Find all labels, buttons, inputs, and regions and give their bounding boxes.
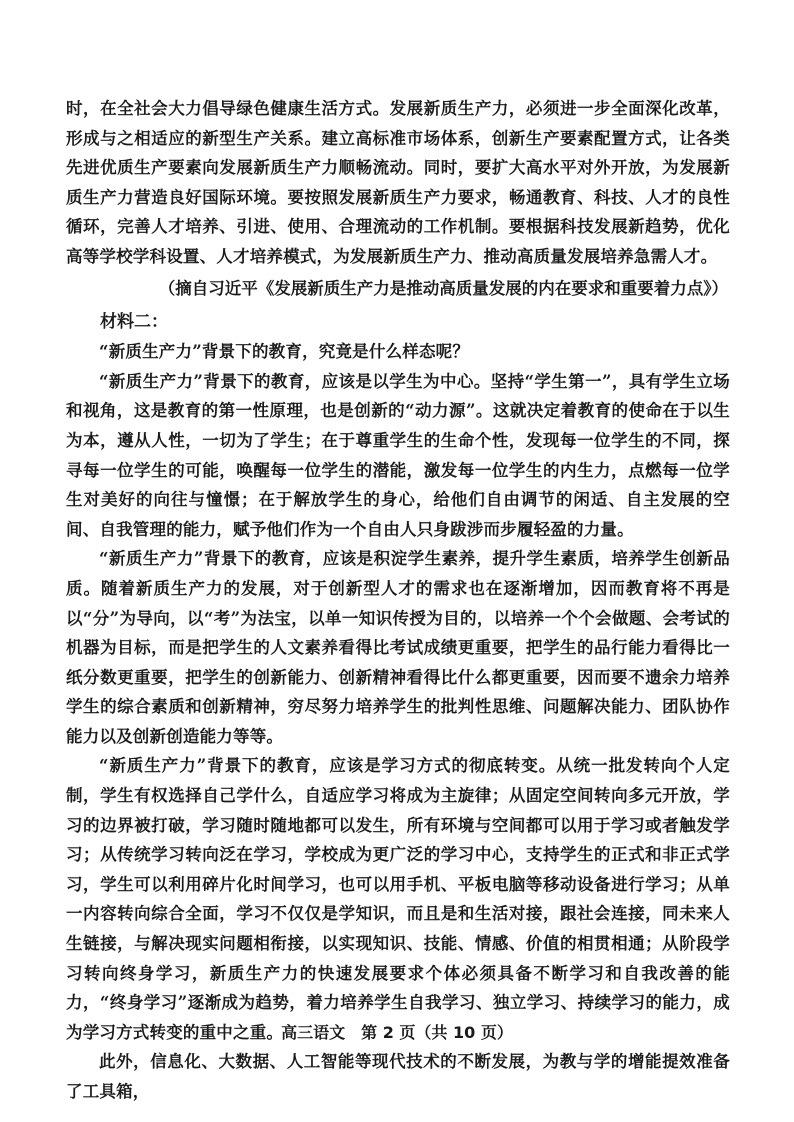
paragraph-student-centered: “新质生产力”背景下的教育，应该是以学生为中心。坚持“学生第一”，具有学生立场和视角，这是教育的第一性原理，也是创新的“动力源”。这就决定着教育的使命在于以生为本，遵从人性，一切为了学生；在于尊重学生的生命个性，发现每一位学生的不同，探寻每一位学生的可能，唤醒每一位学生的潜能，激发每一位学生的内生力，点燃每一位学生对美好的向往与憧憬；在于解放学生的身心，给他们自由调节的闲适、自主发展的空间、自我管理的能力，赋予他们作为一个自由人只身跋涉而步履轻盈的力量。 [66,371,730,539]
paragraph-technology: 此外，信息化、大数据、人工智能等现代技术的不断发展，为教与学的增能提效准备了工具箱， [66,1052,730,1101]
paragraph-literacy: “新质生产力”背景下的教育，应该是积淀学生素养，提升学生素质，培养学生创新品质。随着新质生产力的发展，对于创新型人才的需求也在逐渐增加，因而教育将不再是以“分”为导向，以“考”为法宝，以单一知识传授为目的，以培养一个个会做题、会考试的机器为目标，而是把学生的人文素养看得比考试成绩更重要，把学生的品行能力看得比一纸分数更重要，把学生的创新能力、创新精神看得比什么都更重要，因而要不遗余力培养学生的综合素质和创新精神，穷尽努力培养学生的批判性思维、问题解决能力、团队协作能力以及创新创造能力等等。 [66,549,730,746]
page-footer: 高三语文 第 2 页（共 10 页） [281,1023,513,1042]
paragraph-learning-methods: “新质生产力”背景下的教育，应该是学习方式的彻底转变。从统一批发转向个人定制，学生有权选择自己学什么，自适应学习将成为主旋律；从固定空间转向多元开放，学习的边界被打破，学习随时随地都可以发生，所有环境与空间都可以用于学习或者触发学习；从传统学习转向泛在学习，学校成为更广泛的学习中心，支持学生的正式和非正式学习，学生可以利用碎片化时间学习，也可以用手机、平板电脑等移动设备进行学习；从单一内容转向综合全面，学习不仅仅是学知识，而且是和生活对接，跟社会连接，同未来人生链接，与解决现实问题相衔接，以实现知识、技能、情感、价值的相贯相通；从阶段学习转向终身学习，新质生产力的快速发展要求个体必须具备不断学习和自我改善的能力，“终身学习”逐渐成为趋势，着力培养学生自我学习、独立学习、持续学习的能力，成为学习方式转变的重中之重。 [66,756,730,1042]
paragraph-question: “新质生产力”背景下的教育，究竟是什么样态呢？ [99,342,470,362]
document-page [66,94,730,1107]
material2-heading: 材料二： [100,312,168,333]
source-citation: （摘自习近平《发展新质生产力是推动高质量发展的内在要求和重要着力点》） [158,278,728,298]
paragraph-intro: 时，在全社会大力倡导绿色健康生活方式。发展新质生产力，必须进一步全面深化改革，形成与之相适应的新型生产关系。建立高标准市场体系，创新生产要素配置方式，让各类先进优质生产要素向发展新质生产力顺畅流动。同时，要扩大高水平对外开放，为发展新质生产力营造良好国际环境。要按照发展新质生产力要求，畅通教育、科技、人才的良性循环，完善人才培养、引进、使用、合理流动的工作机制。要根据科技发展新趋势，优化高等学校学科设置、人才培养模式，为发展新质生产力、推动高质量发展培养急需人才。 [66,99,730,266]
